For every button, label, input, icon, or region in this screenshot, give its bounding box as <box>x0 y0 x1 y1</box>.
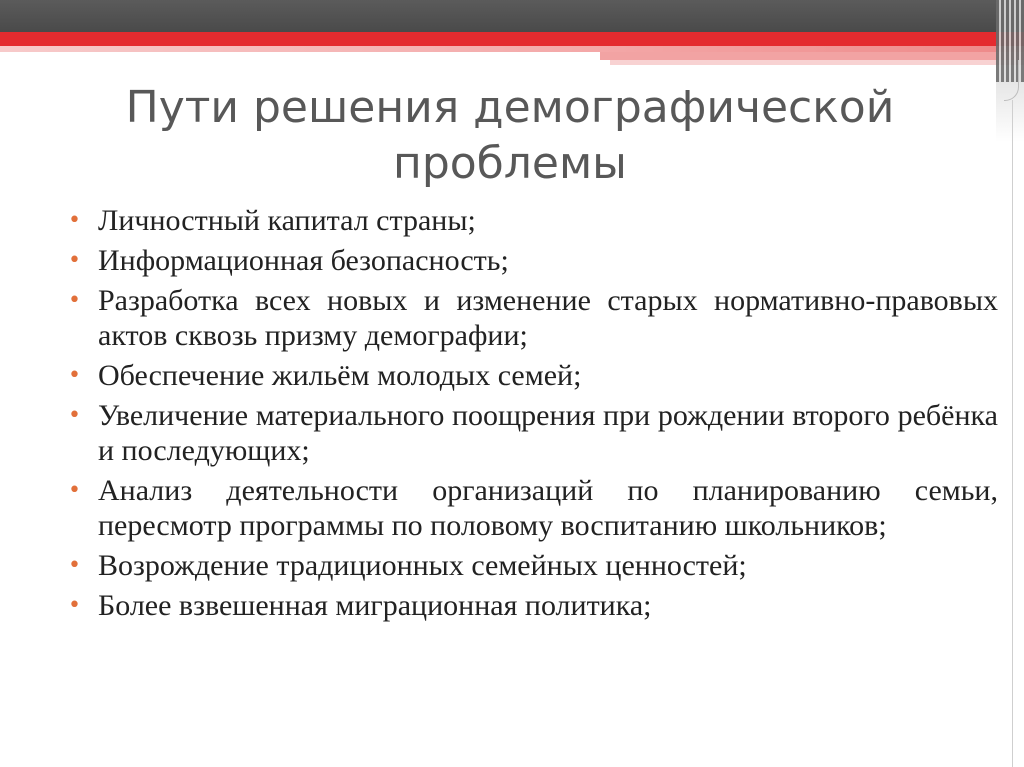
header-band-dark <box>0 0 1024 32</box>
slide-title: Пути решения демографической проблемы <box>125 82 895 189</box>
list-item <box>68 283 998 353</box>
list-item <box>68 588 998 623</box>
list-item <box>68 203 998 238</box>
list-item-text: Разработка всех новых и изменение старых нормативно-правовых актов сквозь призму демографии; <box>98 284 998 352</box>
list-item <box>68 548 998 583</box>
bullet-icon: • <box>68 208 81 233</box>
list-item-text: Более взвешенная миграционная политика; <box>98 589 652 622</box>
bullet-icon: • <box>68 593 81 618</box>
list-item <box>68 473 998 543</box>
list-item-text: Возрождение традиционных семейных ценностей; <box>98 549 747 582</box>
bullet-icon: • <box>68 288 81 313</box>
bullet-icon: • <box>68 248 81 273</box>
header-band-strip-light <box>610 60 1024 65</box>
list-item-text: Обеспечение жильём молодых семей; <box>98 359 582 392</box>
right-rule <box>1012 100 1013 767</box>
bullet-icon: • <box>68 478 81 503</box>
list-item <box>68 398 998 468</box>
bullet-icon: • <box>68 403 81 428</box>
bullet-icon: • <box>68 553 81 578</box>
list-item-text: Увеличение материального поощрения при рождении второго ребёнка и последующих; <box>98 399 998 467</box>
bullet-list <box>68 203 998 628</box>
list-item <box>68 358 998 393</box>
list-item <box>68 243 998 278</box>
header-band-strip <box>600 52 1024 60</box>
bullet-icon: • <box>68 363 81 388</box>
header-band-red <box>0 32 1024 46</box>
list-item-text: Анализ деятельности организаций по планированию семьи, пересмотр программы по половому воспитанию школьников; <box>98 474 998 542</box>
list-item-text: Информационная безопасность; <box>98 244 509 277</box>
list-item-text: Личностный капитал страны; <box>98 204 476 237</box>
